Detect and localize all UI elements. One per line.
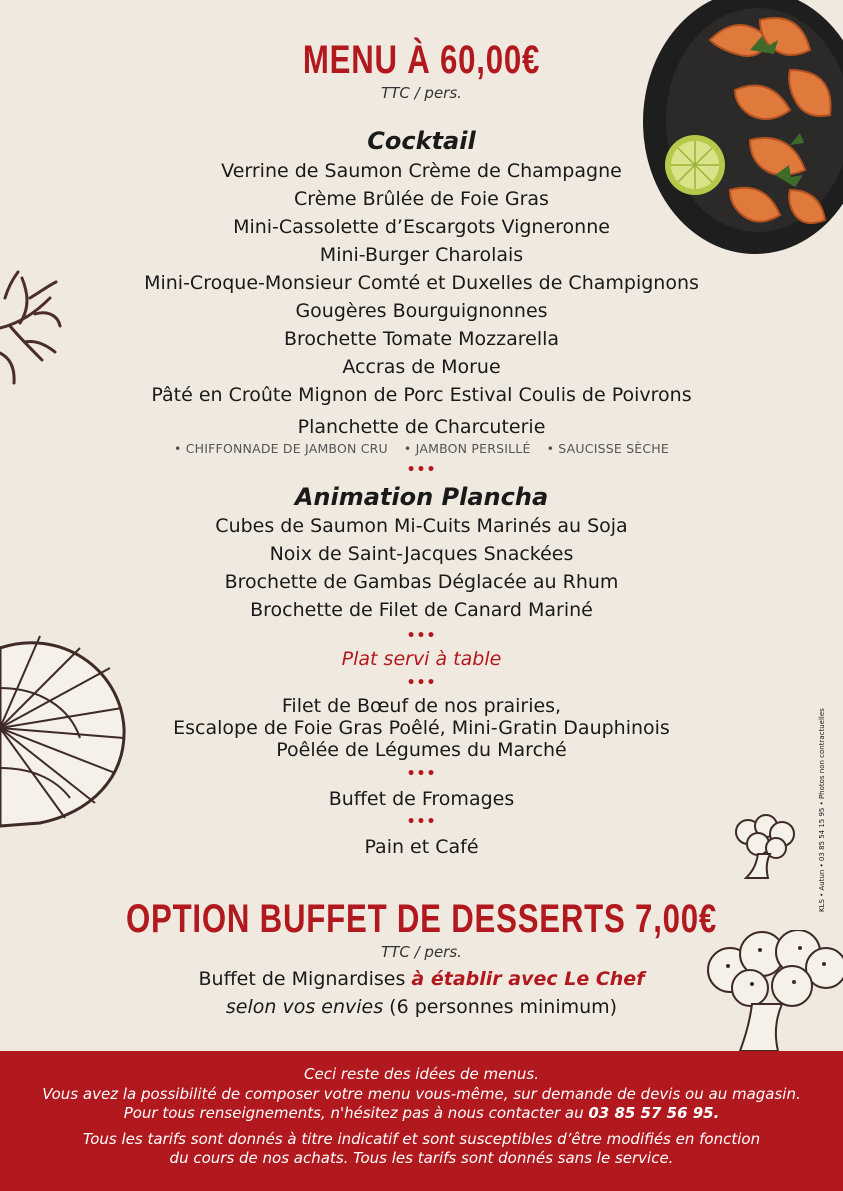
list-item: Cubes de Saumon Mi-Cuits Marinés au Soja <box>215 515 628 537</box>
plat-line: Escalope de Foie Gras Poêlé, Mini-Gratin Dauphinois <box>173 717 670 739</box>
list-item: Verrine de Saumon Crème de Champagne <box>221 160 622 182</box>
separator-dots: ••• <box>406 766 437 782</box>
cocktail-list <box>0 157 843 409</box>
separator-dots: ••• <box>406 628 437 644</box>
option-line-1-text: Buffet de Mignardises <box>198 968 412 990</box>
fromages-line: Buffet de Fromages <box>328 788 515 810</box>
option-ttc: TTC / pers. <box>381 943 462 961</box>
footer-line: du cours de nos achats. Tous les tarifs sont donnés sans le service. <box>169 1149 674 1167</box>
plat-line: Filet de Bœuf de nos prairies, <box>281 695 562 717</box>
plancha-title: Animation Plancha <box>294 483 549 511</box>
charcuterie-sub-items <box>0 441 843 457</box>
print-credit <box>818 708 832 912</box>
option-line-2-italic: selon vos envies <box>225 996 384 1018</box>
footer-line: Tous les tarifs sont donnés à titre indicatif et sont susceptibles d’être modifiés en fonction <box>82 1129 761 1148</box>
list-item: Accras de Morue <box>342 356 501 378</box>
sub-item: • CHIFFONNADE DE JAMBON CRU <box>174 441 388 456</box>
plancha-list <box>0 512 843 624</box>
option-line-1-highlight: à établir avec Le Chef <box>411 968 645 990</box>
list-item: Noix de Saint-Jacques Snackées <box>269 543 574 565</box>
footer-contact-text: Pour tous renseignements, n'hésitez pas à nous contacter au <box>123 1104 589 1122</box>
list-item: Crème Brûlée de Foie Gras <box>294 188 549 210</box>
separator-dots: ••• <box>406 814 437 830</box>
list-item: Gougères Bourguignonnes <box>295 300 548 322</box>
list-item: Planchette de Charcuterie <box>297 416 546 438</box>
list-item: Mini-Cassolette d’Escargots Vigneronne <box>233 216 610 238</box>
plat-lines <box>0 695 843 761</box>
footer-banner <box>0 1051 843 1191</box>
cocktail-title: Cocktail <box>367 127 476 155</box>
list-item: Pâté en Croûte Mignon de Porc Estival Coulis de Poivrons <box>151 384 692 406</box>
separator-dots: ••• <box>406 675 437 691</box>
plat-label: Plat servi à table <box>341 648 502 670</box>
footer-phone: 03 85 57 56 95. <box>588 1104 720 1122</box>
menu-ttc: TTC / pers. <box>381 84 462 102</box>
option-line-1 <box>0 965 843 993</box>
option-title: OPTION BUFFET DE DESSERTS 7,00€ <box>125 897 718 941</box>
list-item: Mini-Burger Charolais <box>319 244 524 266</box>
sub-item: • JAMBON PERSILLÉ <box>403 441 531 456</box>
footer-line: Ceci reste des idées de menus. <box>304 1065 539 1083</box>
list-item: Brochette Tomate Mozzarella <box>283 328 560 350</box>
list-item: Brochette de Filet de Canard Mariné <box>250 599 593 621</box>
sub-item: • SAUCISSE SÈCHE <box>546 441 669 456</box>
option-line-2-text: (6 personnes minimum) <box>383 996 618 1018</box>
footer-line: Vous avez la possibilité de composer votre menu vous-même, sur demande de devis ou au magasin. <box>42 1084 801 1103</box>
pain-line: Pain et Café <box>364 836 479 858</box>
option-line-2 <box>0 993 843 1021</box>
list-item: Brochette de Gambas Déglacée au Rhum <box>224 571 619 593</box>
footer-line <box>0 1104 843 1124</box>
menu-title: MENU À 60,00€ <box>302 38 541 82</box>
list-item: Mini-Croque-Monsieur Comté et Duxelles de Champignons <box>144 272 699 294</box>
print-credit-text: KLS • Autun • 03 85 54 15 95 • Photos non contractuelles <box>818 708 826 912</box>
separator-dots: ••• <box>406 462 437 478</box>
plat-line: Poêlée de Légumes du Marché <box>276 739 567 761</box>
